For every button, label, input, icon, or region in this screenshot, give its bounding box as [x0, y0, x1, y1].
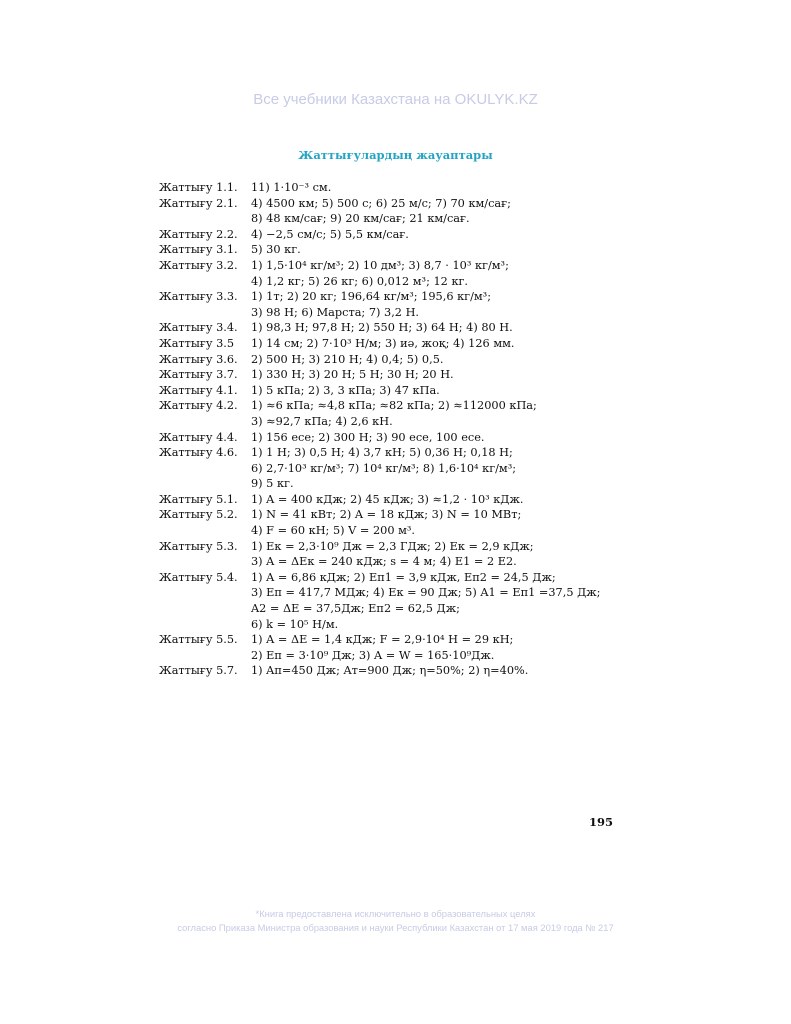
answer-content	[251, 242, 301, 258]
answers-list	[159, 180, 599, 679]
answer-line: 1) N = 41 кВт; 2) A = 18 кДж; 3) N = 10 МВт;	[251, 508, 522, 522]
answer-content	[251, 320, 513, 336]
answer-content	[251, 445, 516, 492]
answer-line: 1) A = 6,86 кДж; 2) Eп1 = 3,9 кДж, Eп2 = 24,5 Дж;	[251, 570, 556, 584]
answer-entry	[159, 180, 599, 196]
answer-content	[251, 663, 528, 679]
exercise-label: Жаттығу 4.2.	[159, 399, 238, 413]
answer-entry	[159, 383, 599, 399]
footer-line-2: согласно Приказа Министра образования и науки Республики Казахстан от 17 мая 2019 года № 217	[177, 922, 614, 933]
answer-line: A2 = ΔE = 37,5Дж; Eп2 = 62,5 Дж;	[251, 602, 460, 616]
answer-entry	[159, 196, 599, 227]
answer-line: 6) 2,7·10³ кг/м³; 7) 10⁴ кг/м³; 8) 1,6·10⁴ кг/м³;	[251, 461, 517, 475]
answer-entry	[159, 539, 599, 570]
answer-entry	[159, 227, 599, 243]
answer-entry	[159, 663, 599, 679]
answer-line: 3) A = ΔEк = 240 кДж; s = 4 м; 4) E1 = 2 E2.	[251, 555, 517, 569]
exercise-label: Жаттығу 5.1.	[159, 492, 238, 506]
answer-line: 1) ≈6 кПа; ≈4,8 кПа; ≈82 кПа; 2) ≈112000 кПа;	[251, 399, 537, 413]
answer-content	[251, 539, 534, 570]
answer-content	[251, 336, 515, 352]
answer-line: 1) 1 Н; 3) 0,5 Н; 4) 3,7 кН; 5) 0,36 Н; 0,18 Н;	[251, 446, 513, 460]
answer-entry	[159, 492, 599, 508]
page-title: Жаттығулардың жауаптары	[298, 148, 493, 162]
answer-entry	[159, 258, 599, 289]
answer-content	[251, 632, 513, 663]
answer-entry	[159, 445, 599, 492]
answer-content	[251, 507, 521, 538]
answer-entry	[159, 352, 599, 368]
answer-line: 8) 48 км/сағ; 9) 20 км/сағ; 21 км/сағ.	[251, 212, 470, 226]
exercise-label: Жаттығу 3.1.	[159, 243, 238, 257]
answer-line: 1) A = ΔE = 1,4 кДж; F = 2,9·10⁴ Н = 29 кН;	[251, 633, 514, 647]
answer-line: 1) 1т; 2) 20 кг; 196,64 кг/м³; 195,6 кг/м³;	[251, 290, 492, 304]
exercise-label: Жаттығу 3.3.	[159, 290, 238, 304]
answer-entry	[159, 367, 599, 383]
exercise-label: Жаттығу 3.4.	[159, 321, 238, 335]
footer-note	[0, 907, 791, 935]
answer-line: 1) 1,5·10⁴ кг/м³; 2) 10 дм³; 3) 8,7 · 10³ кг/м³;	[251, 258, 509, 272]
site-watermark: Все учебники Казахстана на OKULYK.KZ	[253, 91, 538, 108]
answer-entry	[159, 632, 599, 663]
answer-entry	[159, 336, 599, 352]
answer-content	[251, 352, 443, 368]
answer-line: 3) ≈92,7 кПа; 4) 2,6 кН.	[251, 414, 393, 428]
answer-line: 1) 98,3 Н; 97,8 Н; 2) 550 Н; 3) 64 Н; 4) 80 Н.	[251, 321, 513, 335]
exercise-label: Жаттығу 5.2.	[159, 508, 238, 522]
exercise-label: Жаттығу 3.7.	[159, 368, 238, 382]
answer-line: 4) −2,5 см/с; 5) 5,5 км/сағ.	[251, 227, 409, 241]
answer-line: 2) Eп = 3·10⁹ Дж; 3) A = W = 165·10⁹Дж.	[251, 648, 495, 662]
exercise-label: Жаттығу 4.4.	[159, 430, 238, 444]
answer-line: 4) 1,2 кг; 5) 26 кг; 6) 0,012 м³; 12 кг.	[251, 274, 469, 288]
exercise-label: Жаттығу 4.6.	[159, 446, 238, 460]
answer-content	[251, 570, 601, 632]
answer-line: 1) Aп=450 Дж; Aт=900 Дж; η=50%; 2) η=40%.	[251, 664, 529, 678]
page-number: 195	[589, 815, 614, 829]
answer-line: 11) 1·10⁻³ см.	[251, 181, 332, 194]
answer-entry	[159, 570, 599, 632]
exercise-label: Жаттығу 3.5	[159, 336, 235, 350]
answer-line: 2) 500 Н; 3) 210 Н; 4) 0,4; 5) 0,5.	[251, 352, 444, 366]
answer-line: 4) F = 60 кН; 5) V = 200 м³.	[251, 524, 415, 538]
answer-entry	[159, 289, 599, 320]
answer-line: 1) A = 400 кДж; 2) 45 кДж; 3) ≈1,2 · 10³ кДж.	[251, 492, 524, 506]
exercise-label: Жаттығу 4.1.	[159, 383, 238, 397]
answer-entry	[159, 507, 599, 538]
exercise-label: Жаттығу 2.2.	[159, 227, 238, 241]
answer-line: 1) 14 см; 2) 7·10³ Н/м; 3) иә, жоқ; 4) 126 мм.	[251, 336, 515, 350]
exercise-label: Жаттығу 5.5.	[159, 633, 238, 647]
answer-line: 6) k = 10⁵ Н/м.	[251, 617, 339, 631]
exercise-label: Жаттығу 5.3.	[159, 539, 238, 553]
answer-content	[251, 383, 440, 399]
footer-line-1: *Книга предоставлена исключительно в образовательных целях	[255, 908, 536, 919]
answer-entry	[159, 242, 599, 258]
answer-content	[251, 227, 409, 243]
answer-content	[251, 398, 537, 429]
exercise-label: Жаттығу 1.1.	[159, 181, 238, 194]
answer-entry	[159, 320, 599, 336]
answer-line: 1) 5 кПа; 2) 3, 3 кПа; 3) 47 кПа.	[251, 383, 440, 397]
exercise-label: Жаттығу 3.2.	[159, 258, 238, 272]
answer-content	[251, 180, 331, 196]
answer-content	[251, 430, 485, 446]
answer-content	[251, 289, 491, 320]
answer-line: 3) Eп = 417,7 МДж; 4) Eк = 90 Дж; 5) A1 = Eп1 =37,5 Дж;	[251, 586, 601, 600]
answer-content	[251, 258, 509, 289]
answer-content	[251, 196, 511, 227]
answer-line: 9) 5 кг.	[251, 477, 294, 491]
answer-entry	[159, 398, 599, 429]
answer-content	[251, 367, 454, 383]
exercise-label: Жаттығу 5.4.	[159, 570, 238, 584]
answer-line: 1) 330 Н; 3) 20 Н; 5 Н; 30 Н; 20 Н.	[251, 368, 454, 382]
exercise-label: Жаттығу 2.1.	[159, 196, 238, 210]
answer-line: 4) 4500 км; 5) 500 с; 6) 25 м/с; 7) 70 км/сағ;	[251, 196, 511, 210]
exercise-label: Жаттығу 5.7.	[159, 664, 238, 678]
answer-line: 3) 98 Н; 6) Марста; 7) 3,2 Н.	[251, 305, 420, 319]
exercise-label: Жаттығу 3.6.	[159, 352, 238, 366]
answer-line: 5) 30 кг.	[251, 243, 301, 257]
answer-line: 1) Eк = 2,3·10⁹ Дж = 2,3 ГДж; 2) Eк = 2,9 кДж;	[251, 539, 534, 553]
answer-content	[251, 492, 523, 508]
answer-line: 1) 156 есе; 2) 300 Н; 3) 90 есе, 100 есе.	[251, 430, 485, 444]
answer-entry	[159, 430, 599, 446]
